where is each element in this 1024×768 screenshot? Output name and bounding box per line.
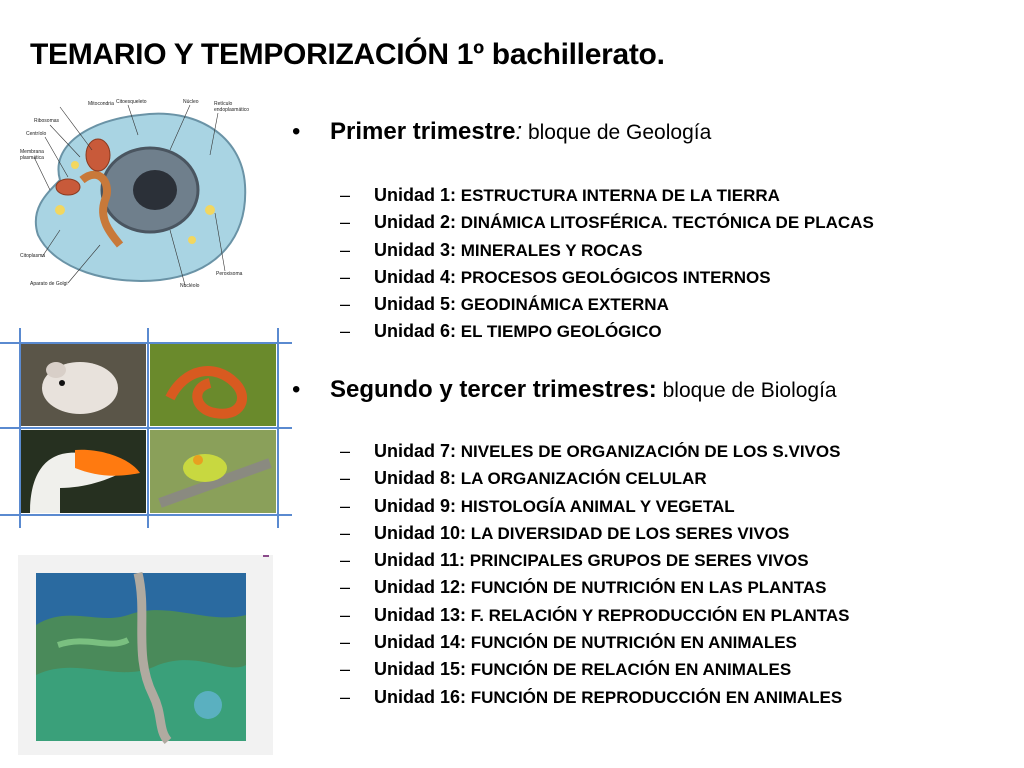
label-membrana: Membrana bbox=[20, 149, 44, 155]
list-item: – Unidad 13: F. RELACIÓN Y REPRODUCCIÓN EN PLANTAS bbox=[340, 604, 850, 625]
list-item: – Unidad 3: MINERALES Y ROCAS bbox=[340, 239, 643, 260]
satellite-terrain-image-icon bbox=[18, 555, 273, 755]
label-plasmatica: plasmática bbox=[20, 155, 44, 161]
list-item: – Unidad 1: ESTRUCTURA INTERNA DE LA TIERRA bbox=[340, 185, 780, 205]
list-item: – Unidad 14: FUNCIÓN DE NUTRICIÓN EN ANIMALES bbox=[340, 632, 797, 653]
section-biologia-heading bbox=[292, 376, 837, 404]
section-separator: : bbox=[648, 376, 657, 403]
label-nucleo: Núcleo bbox=[183, 99, 199, 105]
unit-list-biologia bbox=[340, 438, 850, 711]
list-item: – Unidad 7: NIVELES DE ORGANIZACIÓN DE LOS S.VIVOS bbox=[340, 441, 841, 461]
section-title: Segundo y tercer trimestres bbox=[330, 376, 649, 403]
label-endoplasmatico: endoplasmático bbox=[214, 107, 250, 113]
list-item: – Unidad 15: FUNCIÓN DE RELACIÓN EN ANIMALES bbox=[340, 659, 792, 680]
label-citoesqueleto: Citoesqueleto bbox=[116, 99, 147, 105]
bullet-icon: • bbox=[292, 118, 301, 145]
section-subtitle: bloque de Geología bbox=[522, 121, 712, 144]
label-reticulo: Retículo bbox=[214, 101, 233, 107]
list-item: – Unidad 8: LA ORGANIZACIÓN CELULAR bbox=[340, 468, 707, 489]
label-nucleolo: Nucléolo bbox=[180, 283, 200, 289]
section-separator: : bbox=[515, 118, 523, 145]
list-item: – Unidad 4: PROCESOS GEOLÓGICOS INTERNOS bbox=[340, 266, 771, 287]
list-item: – Unidad 16: FUNCIÓN DE REPRODUCCIÓN EN ANIMALES bbox=[340, 686, 843, 707]
list-item: – Unidad 12: FUNCIÓN DE NUTRICIÓN EN LAS PLANTAS bbox=[340, 577, 827, 598]
page-title: TEMARIO Y TEMPORIZACIÓN 1º bachillerato. bbox=[30, 38, 665, 71]
label-golgi: Aparato de Golgi bbox=[30, 281, 68, 287]
list-item: – Unidad 2: DINÁMICA LITOSFÉRICA. TECTÓNICA DE PLACAS bbox=[340, 212, 874, 233]
list-item: – Unidad 11: PRINCIPALES GRUPOS DE SERES VIVOS bbox=[340, 550, 809, 571]
list-item: – Unidad 6: EL TIEMPO GEOLÓGICO bbox=[340, 321, 662, 342]
unit-list-geologia bbox=[340, 182, 874, 346]
list-item: – Unidad 10: LA DIVERSIDAD DE LOS SERES VIVOS bbox=[340, 522, 790, 543]
list-item: – Unidad 9: HISTOLOGÍA ANIMAL Y VEGETAL bbox=[340, 495, 735, 516]
animal-cell-diagram-icon bbox=[20, 95, 252, 290]
bullet-icon: • bbox=[292, 376, 301, 403]
label-centriolo: Centríolo bbox=[26, 131, 47, 137]
list-item: – Unidad 5: GEODINÁMICA EXTERNA bbox=[340, 294, 669, 315]
label-mitocondria: Mitocondria bbox=[88, 101, 114, 107]
section-title: Primer trimestre bbox=[330, 118, 516, 145]
animal-photo-grid-icon bbox=[0, 328, 292, 528]
section-subtitle: bloque de Biología bbox=[656, 379, 837, 402]
section-geologia-heading bbox=[292, 118, 711, 146]
label-peroxisoma: Peroxisoma bbox=[216, 271, 243, 277]
label-ribosomas: Ribosomas bbox=[34, 118, 60, 124]
label-citoplasma: Citoplasma bbox=[20, 253, 46, 259]
